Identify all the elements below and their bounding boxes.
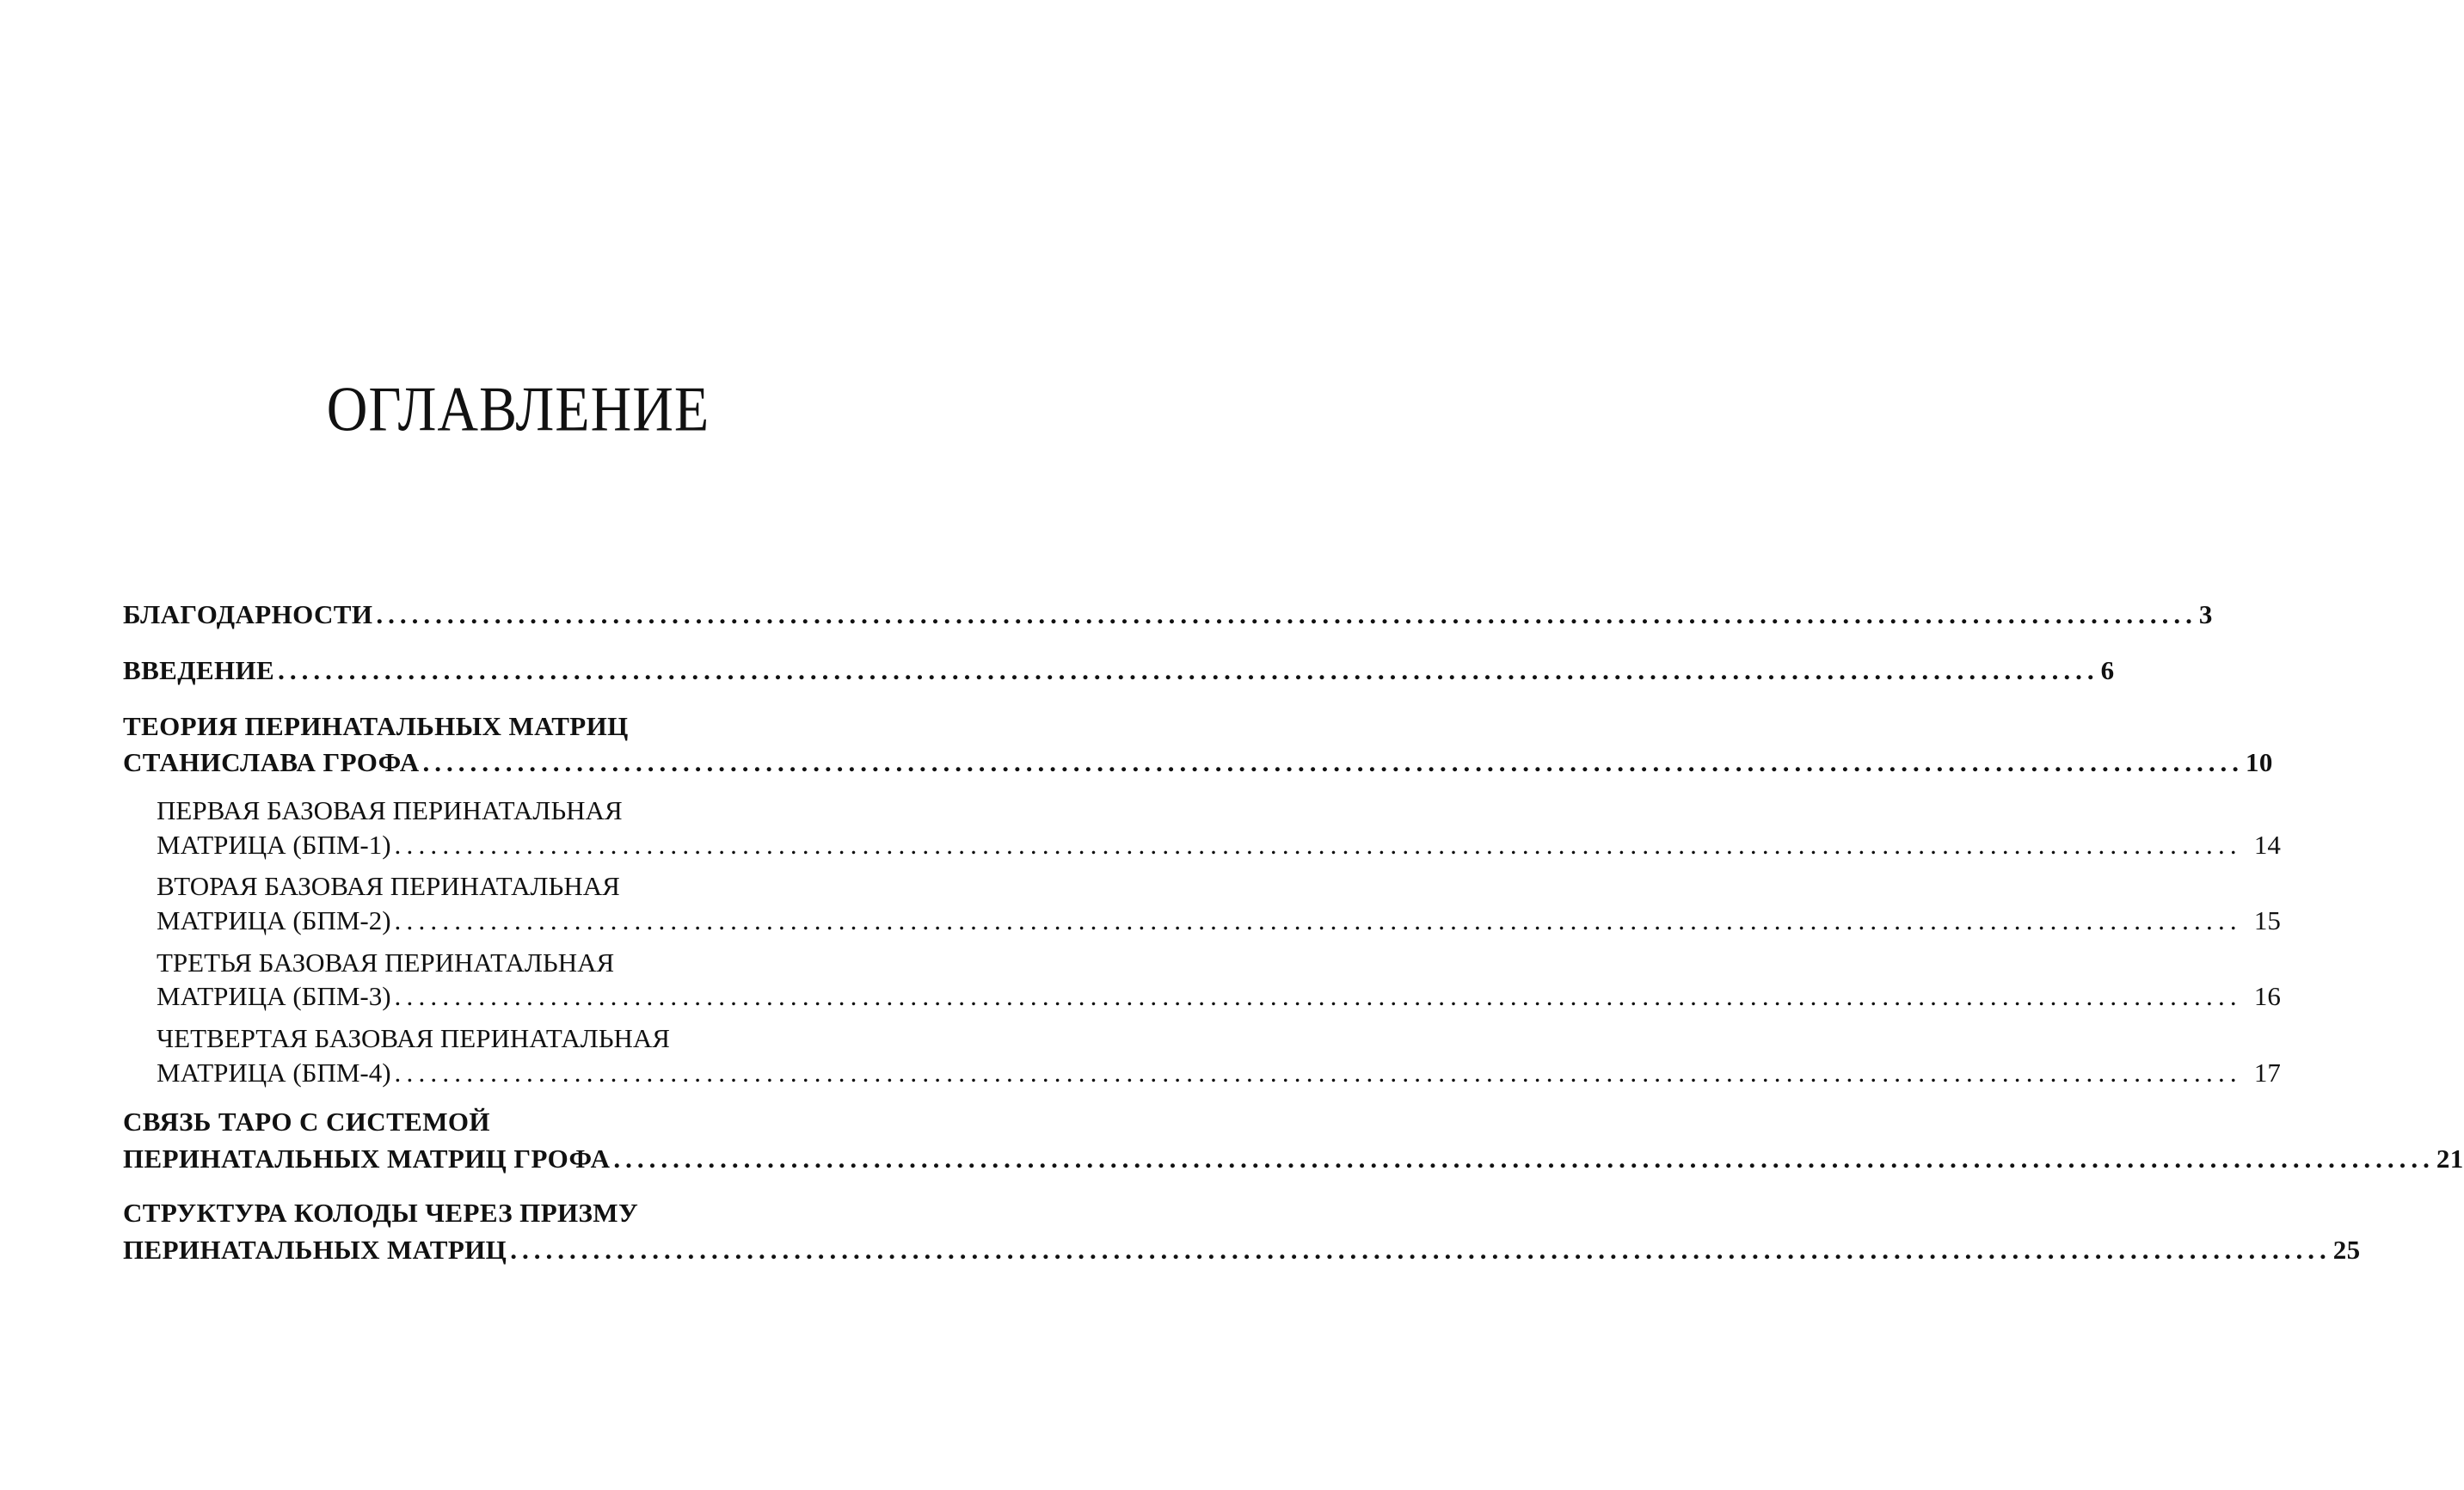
toc-entry-introduction[interactable] xyxy=(123,655,2115,690)
toc-leader-dots: .......................................................................................................................................................... xyxy=(376,599,2197,629)
toc-entry-title: ВТОРАЯ БАЗОВАЯ ПЕРИНАТАЛЬНАЯ xyxy=(157,871,620,901)
toc-page-number: 16 xyxy=(2253,981,2281,1011)
toc-entry-title: ПЕРВАЯ БАЗОВАЯ ПЕРИНАТАЛЬНАЯ xyxy=(157,795,623,825)
toc-entry-title: ПЕРИНАТАЛЬНЫХ МАТРИЦ ГРОФА xyxy=(123,1144,611,1174)
toc-page-number: 3 xyxy=(2198,599,2213,629)
toc-entry-title: ВВЕДЕНИЕ xyxy=(123,655,275,685)
toc-entry-title-line[interactable] xyxy=(123,1107,867,1141)
toc-entry-title: СВЯЗЬ ТАРО С СИСТЕМОЙ xyxy=(123,1107,490,1137)
toc-entry-title: ТРЕТЬЯ БАЗОВАЯ ПЕРИНАТАЛЬНАЯ xyxy=(157,947,615,978)
toc-subentry-bpm-3[interactable] xyxy=(157,981,2281,1015)
toc-page-number: 17 xyxy=(2253,1058,2281,1088)
page-title: ОГЛАВЛЕНИЕ xyxy=(326,374,710,445)
toc-entry-tarot-connection[interactable] xyxy=(123,1144,2464,1178)
toc-entry-title: СТРУКТУРА КОЛОДЫ ЧЕРЕЗ ПРИЗМУ xyxy=(123,1198,639,1228)
toc-entry-grof-theory[interactable] xyxy=(123,747,2273,782)
toc-subentry-title-line[interactable] xyxy=(157,871,867,905)
toc-entry-title-line[interactable] xyxy=(123,711,867,745)
toc-entry-title-line[interactable] xyxy=(123,1198,867,1232)
toc-leader-dots: .......................................................................................................................................................... xyxy=(510,1235,2332,1265)
toc-subentry-bpm-4[interactable] xyxy=(157,1058,2281,1092)
toc-entry-title: БЛАГОДАРНОСТИ xyxy=(123,599,373,629)
toc-entry-title: СТАНИСЛАВА ГРОФА xyxy=(123,747,420,777)
toc-entry-title: ЧЕТВЕРТАЯ БАЗОВАЯ ПЕРИНАТАЛЬНАЯ xyxy=(157,1023,670,1053)
toc-subentry-bpm-1[interactable] xyxy=(157,830,2281,864)
toc-leader-dots: .......................................................................................................................................................... xyxy=(422,747,2245,777)
toc-leader-dots: .......................................................................................................................................................... xyxy=(613,1144,2435,1174)
toc-page-number: 10 xyxy=(2246,747,2273,777)
toc-page-number: 6 xyxy=(2100,655,2115,685)
toc-entry-title: МАТРИЦА (БПМ-2) xyxy=(157,905,391,935)
toc-subentry-bpm-2[interactable] xyxy=(157,905,2281,940)
toc-entry-acknowledgements[interactable] xyxy=(123,599,2213,634)
toc-leader-dots: .......................................................................................................................................................... xyxy=(394,981,2242,1011)
toc-subentry-title-line[interactable] xyxy=(157,1023,867,1058)
toc-leader-dots: .......................................................................................................................................................... xyxy=(394,830,2242,860)
toc-leader-dots: .......................................................................................................................................................... xyxy=(278,655,2099,685)
toc-entry-title: МАТРИЦА (БПМ-4) xyxy=(157,1058,391,1088)
toc-entry-deck-structure[interactable] xyxy=(123,1235,2361,1269)
toc-page-number: 14 xyxy=(2253,830,2281,860)
toc-entry-title: ПЕРИНАТАЛЬНЫХ МАТРИЦ xyxy=(123,1235,507,1265)
toc-page-number: 21 xyxy=(2436,1144,2464,1174)
toc-leader-dots: .......................................................................................................................................................... xyxy=(394,1058,2242,1088)
toc-subentry-title-line[interactable] xyxy=(157,795,867,830)
toc-entry-title: МАТРИЦА (БПМ-1) xyxy=(157,830,391,860)
toc-page-number: 15 xyxy=(2253,905,2281,935)
toc-entry-title: МАТРИЦА (БПМ-3) xyxy=(157,981,391,1011)
toc-subentry-title-line[interactable] xyxy=(157,947,867,982)
toc-leader-dots: .......................................................................................................................................................... xyxy=(394,905,2242,935)
toc-page-number: 25 xyxy=(2332,1235,2361,1265)
toc-entry-title: ТЕОРИЯ ПЕРИНАТАЛЬНЫХ МАТРИЦ xyxy=(123,711,629,741)
